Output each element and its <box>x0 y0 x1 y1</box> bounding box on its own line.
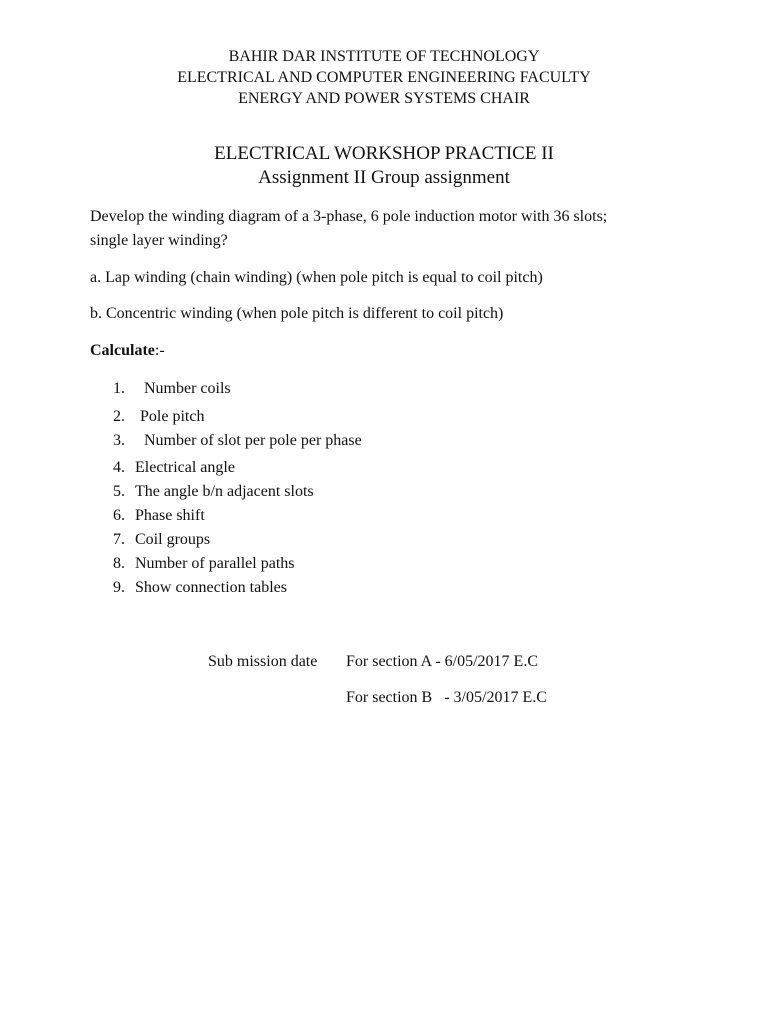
list-item-number: 1. <box>113 380 125 397</box>
list-item <box>113 458 235 478</box>
list-item-text: Pole pitch <box>140 408 205 425</box>
list-item-text: Number of parallel paths <box>135 555 295 572</box>
list-item-number: 7. <box>113 531 125 548</box>
submission-section-b: For section B - 3/05/2017 E.C <box>346 689 547 706</box>
list-item <box>113 530 210 550</box>
assignment-title: Assignment II Group assignment <box>258 167 510 188</box>
faculty-name: ELECTRICAL AND COMPUTER ENGINEERING FACULTY <box>177 69 591 86</box>
list-item-number: 2. <box>113 408 125 425</box>
list-item <box>113 407 204 427</box>
chair-name: ENERGY AND POWER SYSTEMS CHAIR <box>238 90 530 107</box>
list-item-text: Show connection tables <box>135 579 287 596</box>
list-item <box>113 506 205 526</box>
institute-name: BAHIR DAR INSTITUTE OF TECHNOLOGY <box>228 48 540 65</box>
calculate-heading <box>90 341 165 361</box>
list-item <box>113 554 295 574</box>
question-line-2: single layer winding? <box>90 232 228 249</box>
list-item-text: Number of slot per pole per phase <box>144 432 362 449</box>
submission-label: Sub mission date <box>208 653 318 670</box>
calculate-suffix: :- <box>154 342 165 359</box>
list-item-text: Electrical angle <box>135 459 235 476</box>
part-a: a. Lap winding (chain winding) (when pole pitch is equal to coil pitch) <box>90 269 543 286</box>
list-item-number: 8. <box>113 555 125 572</box>
list-item-text: Number coils <box>144 380 231 397</box>
list-item-text: The angle b/n adjacent slots <box>135 483 314 500</box>
course-title: ELECTRICAL WORKSHOP PRACTICE II <box>214 143 554 164</box>
list-item <box>113 379 231 399</box>
list-item <box>113 431 362 451</box>
list-item-number: 5. <box>113 483 125 500</box>
part-b: b. Concentric winding (when pole pitch is different to coil pitch) <box>90 305 504 322</box>
calculate-label: Calculate <box>90 342 155 359</box>
list-item-number: 9. <box>113 579 125 596</box>
list-item <box>113 482 314 502</box>
list-item-number: 6. <box>113 507 125 524</box>
submission-section-a: For section A - 6/05/2017 E.C <box>346 653 538 670</box>
question-line-1: Develop the winding diagram of a 3-phase, 6 pole induction motor with 36 slots; <box>90 208 608 225</box>
list-item-number: 4. <box>113 459 125 476</box>
list-item-number: 3. <box>113 432 125 449</box>
list-item-text: Coil groups <box>135 531 211 548</box>
list-item-text: Phase shift <box>135 507 205 524</box>
list-item <box>113 578 287 598</box>
